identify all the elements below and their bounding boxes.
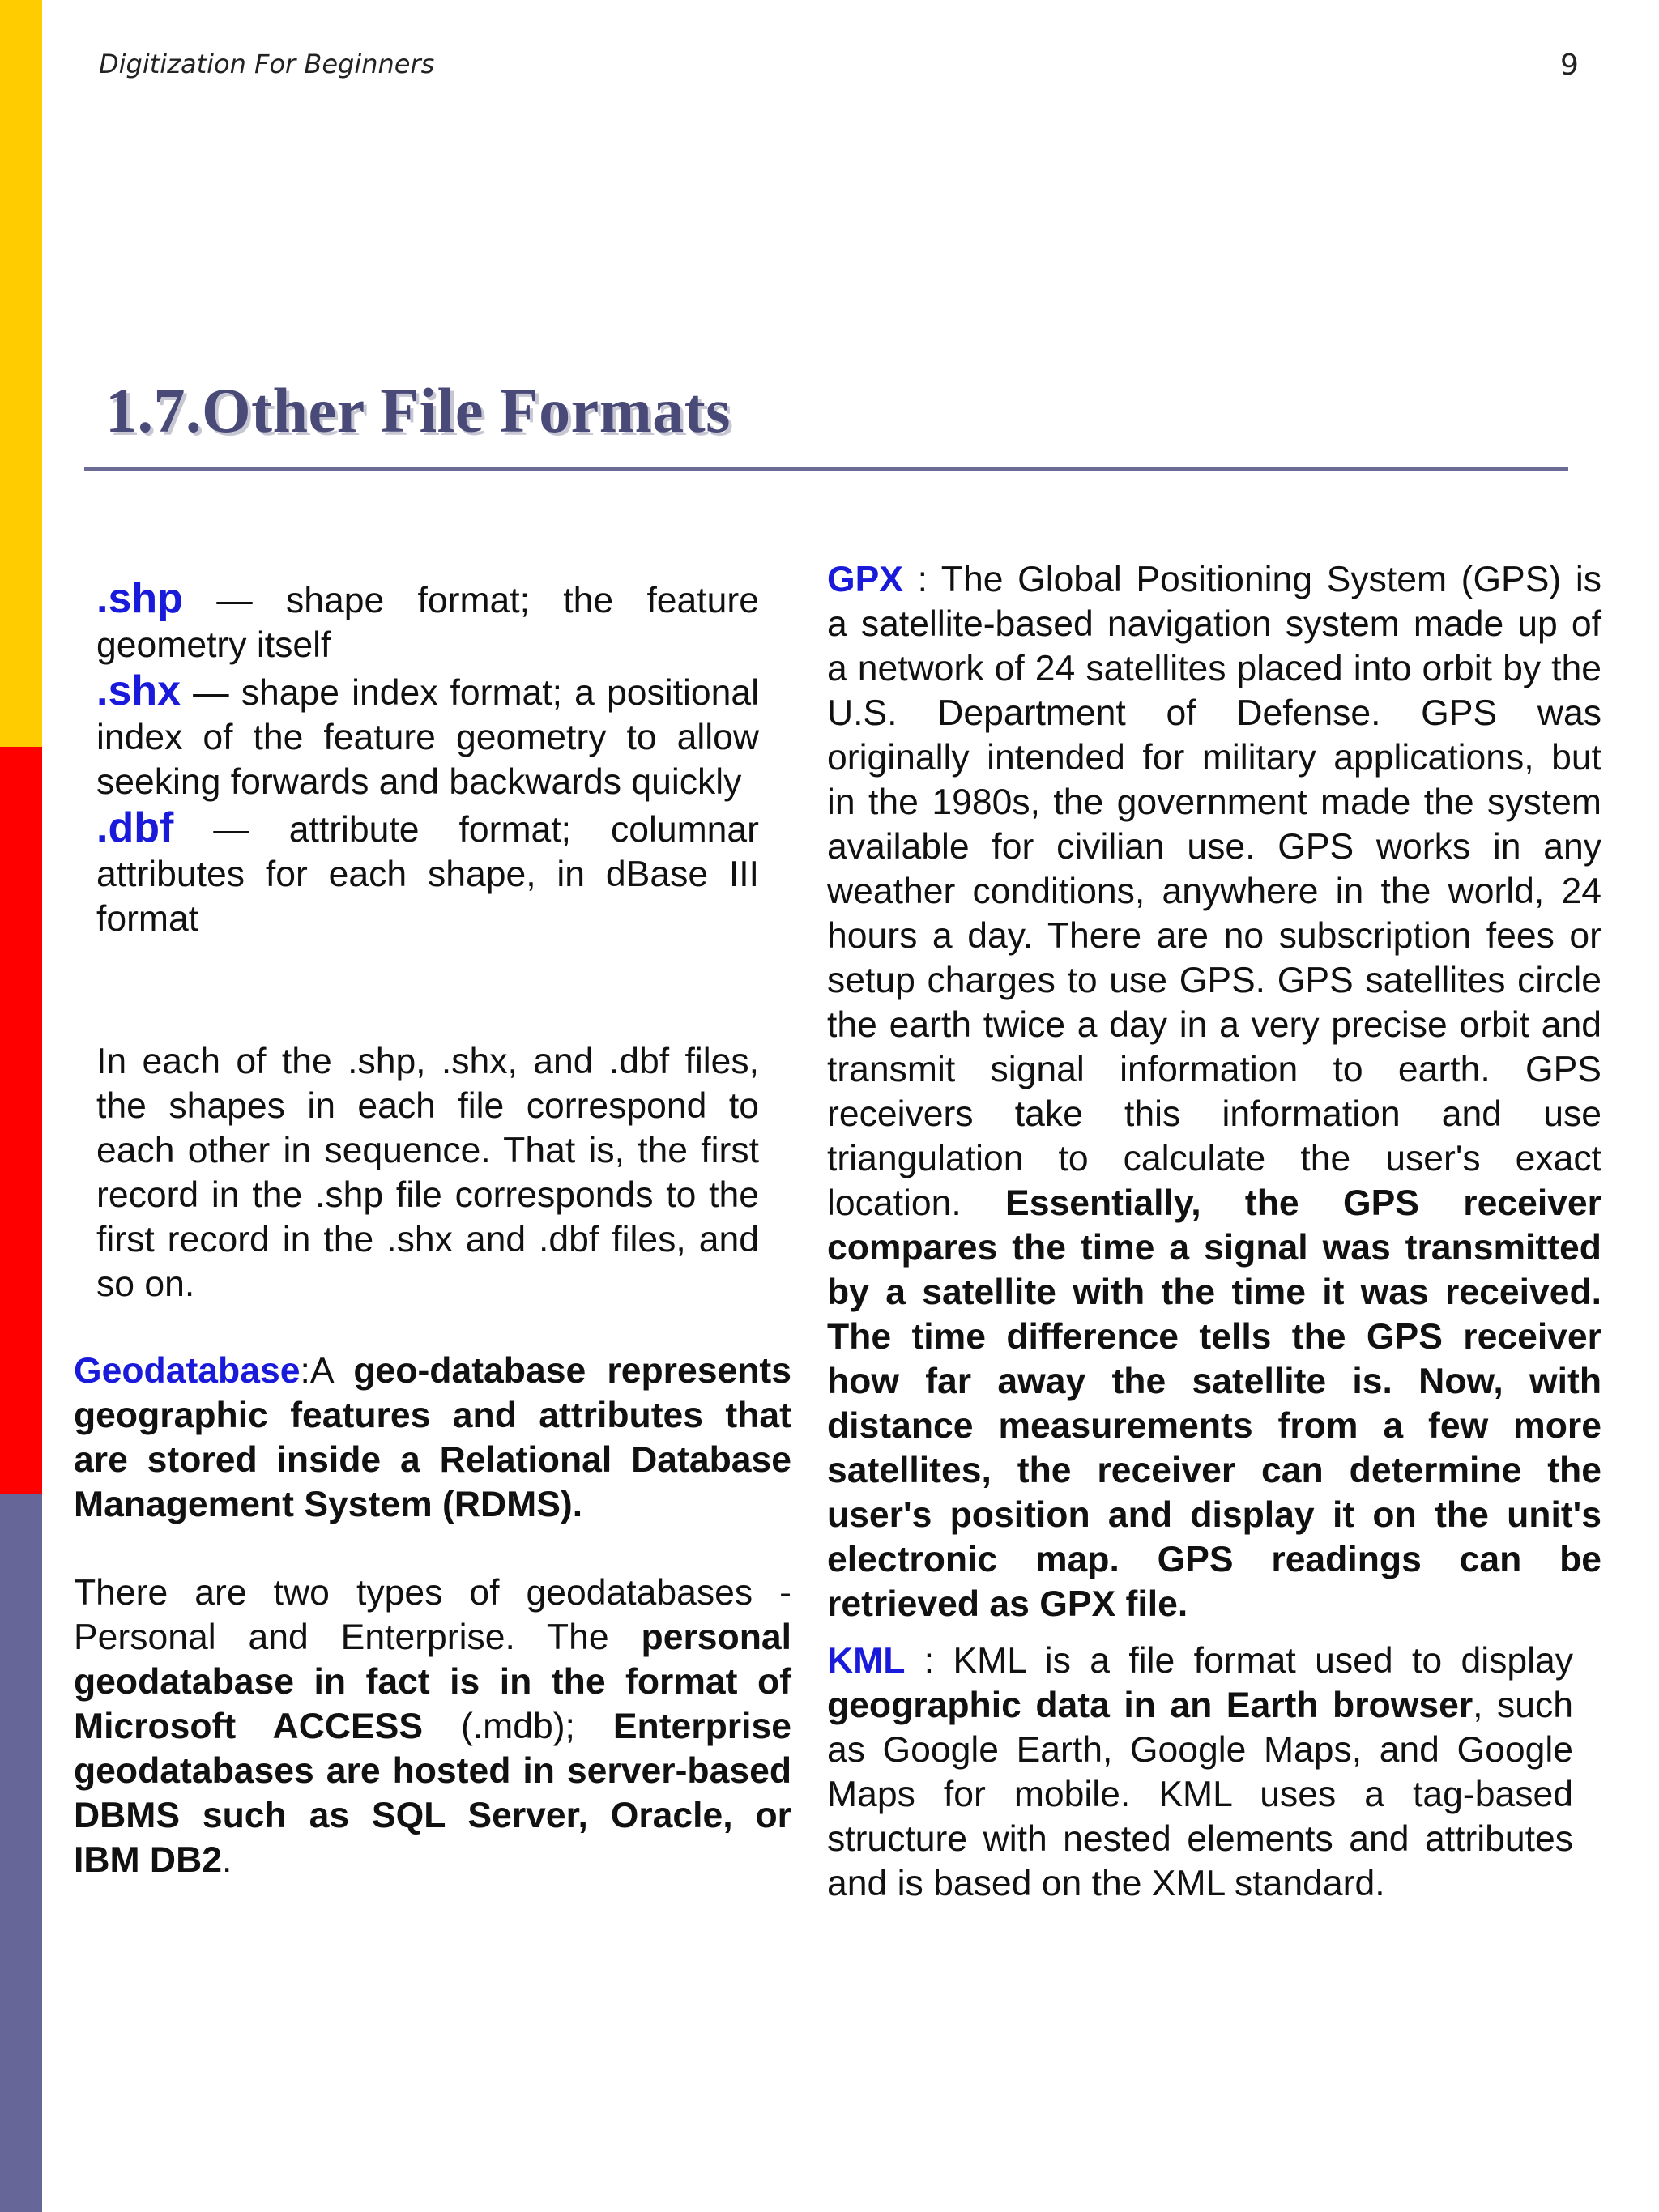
gpx-bold-text: Essentially, the GPS receiver compares the time a signal was transmitted by a satellite with the time it was received. The time difference tells the GPS receiver how far away the satellite is. Now, with distance measurements from a few more satellites, the receiver can determine the user's position and display it on the unit's electronic map. GPS readings can be retrieved as GPX file. <box>827 1183 1601 1624</box>
kml-rest: , such as Google Earth, Google Maps, and Google Maps for mobile. KML uses a tag-based structure with nested elements and attributes and is based on the XML standard. <box>827 1686 1573 1903</box>
kml-paragraph <box>827 1639 1573 1906</box>
personal-geodatabase-extension: (.mdb); <box>423 1707 613 1746</box>
kml-lead: : KML is a file format used to display <box>905 1641 1573 1681</box>
enterprise-geodatabase-text: Enterprise geodatabases are hosted in server-based DBMS such as SQL Server, Oracle, or IBM DB2 <box>74 1707 791 1880</box>
geodatabase-definition: geo-database represents geographic features and attributes that are stored inside a Relational Database Management System (RDMS). <box>74 1351 791 1524</box>
kml-label: KML <box>827 1641 906 1681</box>
format-description: — attribute format; columnar attributes for each shape, in dBase III format <box>96 810 759 939</box>
kml-bold-text: geographic data in an Earth browser <box>827 1686 1473 1725</box>
personal-geodatabase-text: personal geodatabase in fact is in the format of Microsoft ACCESS <box>74 1617 791 1746</box>
gpx-label: GPX <box>827 560 903 599</box>
gpx-text: : The Global Positioning System (GPS) is a satellite-based navigation system made up of a network of 24 satellites placed into orbit by the U.S. Department of Defense. GPS was originally intended for military applications, but in the 1980s, the government made the system available for civilian use. GPS works in any weather conditions, anywhere in the world, 24 hours a day. There are no subscription fees or setup charges to use GPS. GPS satellites circle the earth twice a day in a very precise orbit and transmit signal information to earth. GPS receivers take this information and use triangulation to calculate the user's exact location. <box>827 560 1601 1223</box>
correspondence-paragraph <box>96 1039 759 1306</box>
gpx-paragraph <box>827 557 1601 1626</box>
geodatabase-lead: :A <box>300 1351 354 1391</box>
format-key: .dbf <box>96 804 174 851</box>
section-title: 1.7.Other File Formats <box>105 375 731 445</box>
sidebar-bar-yellow <box>0 0 42 747</box>
format-item <box>96 577 759 667</box>
geodatabase-types-end: . <box>221 1840 232 1880</box>
format-item <box>96 806 759 941</box>
sidebar-bar-red <box>0 747 42 1494</box>
page-number: 9 <box>1560 49 1579 82</box>
format-item <box>96 669 759 804</box>
running-header-title: Digitization For Beginners <box>99 49 435 79</box>
geodatabase-types-intro: There are two types of geodatabases - Personal and Enterprise. The <box>74 1573 791 1657</box>
correspondence-text: In each of the .shp, .shx, and .dbf files, the shapes in each file correspond to each other in sequence. That is, the first record in the .shp file corresponds to the first record in the .shx and .dbf files, and so on. <box>96 1042 759 1304</box>
format-key: .shp <box>96 575 183 622</box>
title-underline-rule <box>84 467 1568 471</box>
format-key: .shx <box>96 667 181 714</box>
geodatabase-label: Geodatabase <box>74 1351 301 1391</box>
format-description: — shape index format; a positional index of the feature geometry to allow seeking forwards and backwards quickly <box>96 673 759 802</box>
page-sidebar-bars <box>0 0 42 2212</box>
geodatabase-types-paragraph <box>74 1571 791 1882</box>
shapefile-formats-list <box>96 577 759 941</box>
geodatabase-paragraph <box>74 1349 791 1527</box>
format-description: — shape format; the feature geometry itself <box>96 581 759 665</box>
sidebar-bar-slate <box>0 1494 42 2212</box>
